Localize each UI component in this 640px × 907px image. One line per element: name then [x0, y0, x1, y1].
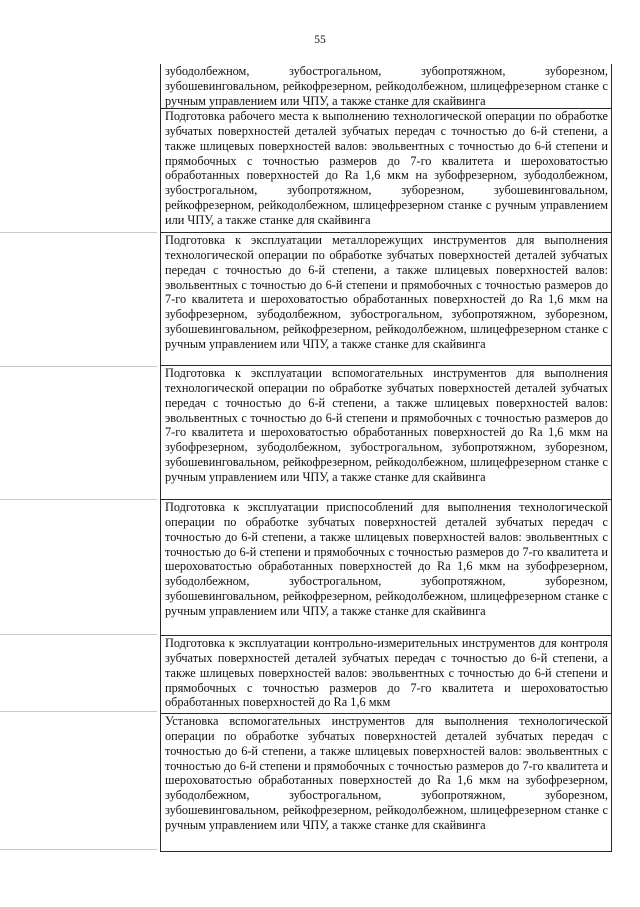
left-column-divider: [0, 366, 157, 367]
left-column-divider: [0, 711, 157, 712]
left-column-divider: [0, 849, 157, 850]
table-row: Подготовка к эксплуатации металлорежущих инструментов для выполнения технологической операции по обработке зубчатых поверхностей деталей зубчатых передач с точностью до 6-й степени, а также шлицевых поверхностей валов: эвольвентных с точностью до 6-й степени и прямобочных с точностью размеров до 7-го квалитета и шероховатостью обработанных поверхностей до Ra 1,6 мкм на зубофрезерном, зубодолбежном, зубострогальном, зубопротяжном, зуборезном, зубошевинговальном, рейкофрезерном, рейкодолбежном, шлицефрезерном станке с ручным управлением или ЧПУ, а также станке для скайвинга: [161, 233, 611, 366]
left-column-divider: [0, 232, 157, 233]
table-row: Подготовка рабочего места к выполнению технологической операции по обработке зубчатых поверхностей деталей зубчатых передач с точностью до 6-й степени, а также шлицевых поверхностей валов: эвольвентных с точностью до 6-й степени и прямобочных с точностью размеров до 7-го квалитета и шероховатостью обработанных поверхностей до Ra 1,6 мкм на зубофрезерном, зубодолбежном, зубострогальном, зубопротяжном, зуборезном, зубошевинговальном, рейкофрезерном, рейкодолбежном, шлицефрезерном станке с ручным управлением или ЧПУ, а также станке для скайвинга: [161, 109, 611, 233]
left-column-divider: [0, 499, 157, 500]
table-row: Подготовка к эксплуатации вспомогательных инструментов для выполнения технологической операции по обработке зубчатых поверхностей деталей зубчатых передач с точностью до 6-й степени, а также шлицевых поверхностей валов: эвольвентных с точностью до 6-й степени и прямобочных с точностью размеров до 7-го квалитета и шероховатостью обработанных поверхностей до Ra 1,6 мкм на зубофрезерном, зубодолбежном, зубострогальном, зубопротяжном, зуборезном, зубошевинговальном, рейкофрезерном, рейкодолбежном, шлицефрезерном станке с ручным управлением или ЧПУ, а также станке для скайвинга: [161, 366, 611, 500]
table-row: зубодолбежном, зубострогальном, зубопротяжном, зуборезном, зубошевинговальном, рейкофрезерном, рейкодолбежном, шлицефрезерном станке с ручным управлением или ЧПУ, а также станке для скайвинга: [161, 64, 611, 109]
work-functions-table: [160, 64, 612, 852]
table-row: Установка вспомогательных инструментов для выполнения технологической операции по обработке зубчатых поверхностей деталей зубчатых передач с точностью до 6-й степени, а также шлицевых поверхностей валов: эвольвентных с точностью до 6-й степени и прямобочных с точностью размеров до 7-го квалитета и шероховатостью обработанных поверхностей до Ra 1,6 мкм на зубофрезерном, зубодолбежном, зубострогальном, зубопротяжном, зуборезном, зубошевинговальном, рейкофрезерном, рейкодолбежном, шлицефрезерном станке с ручным управлением или ЧПУ, а также станке для скайвинга: [161, 714, 611, 852]
page-number: 55: [314, 34, 326, 46]
left-column-divider: [0, 634, 157, 635]
table-row: Подготовка к эксплуатации контрольно-измерительных инструментов для контроля зубчатых поверхностей деталей зубчатых передач с точностью до 6-й степени, а также шлицевых поверхностей валов: эвольвентных с точностью до 6-й степени и прямобочных с точностью размеров до 7-го квалитета и шероховатостью обработанных поверхностей до Ra 1,6 мкм: [161, 636, 611, 714]
table-row: Подготовка к эксплуатации приспособлений для выполнения технологической операции по обработке зубчатых поверхностей деталей зубчатых передач с точностью до 6-й степени, а также шлицевых поверхностей валов: эвольвентных с точностью до 6-й степени и прямобочных с точностью размеров до 7-го квалитета и шероховатостью обработанных поверхностей до Ra 1,6 мкм на зубофрезерном, зубодолбежном, зубострогальном, зубопротяжном, зуборезном, зубошевинговальном, рейкофрезерном, рейкодолбежном, шлицефрезерном станке с ручным управлением или ЧПУ, а также станке для скайвинга: [161, 500, 611, 636]
